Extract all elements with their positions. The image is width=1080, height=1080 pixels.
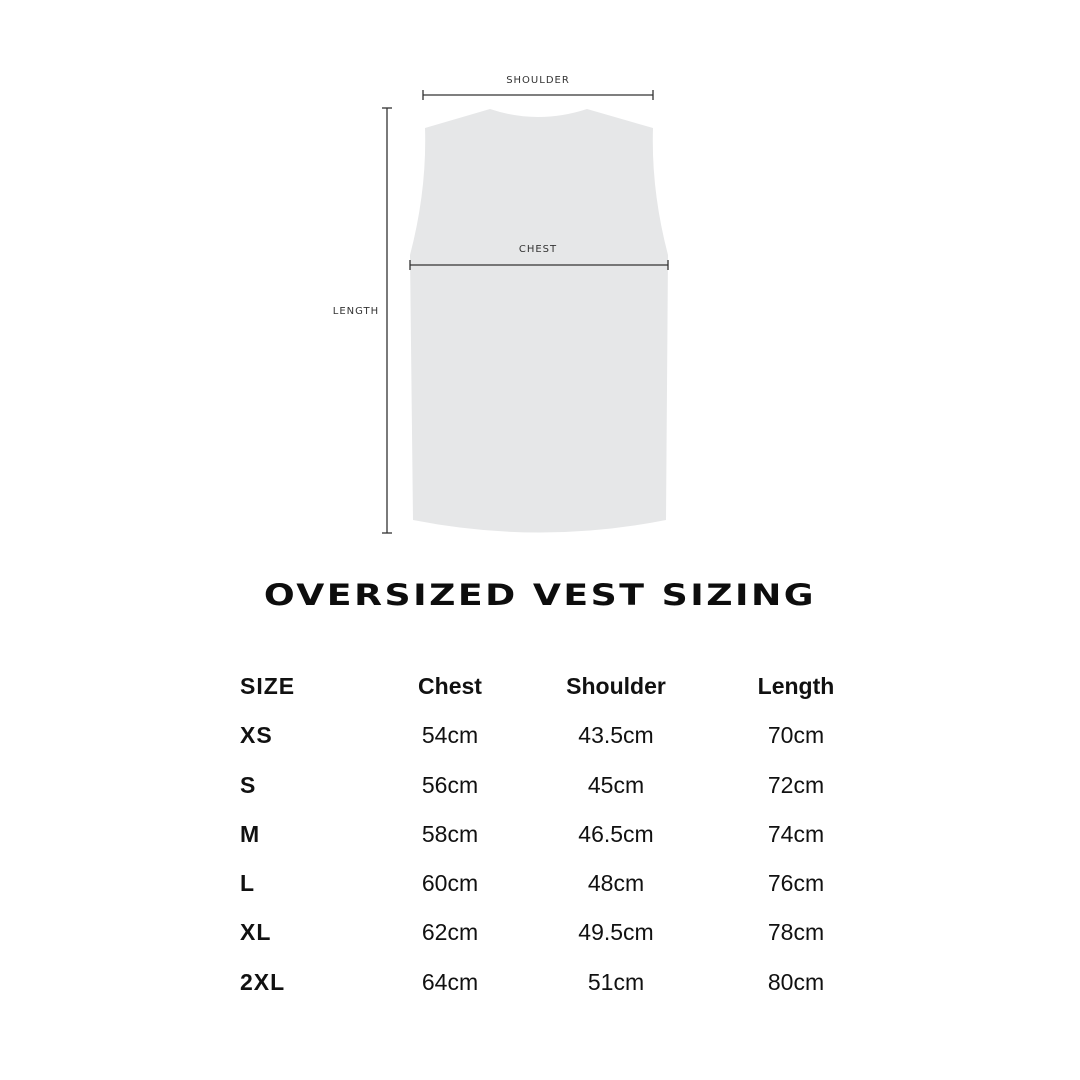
header-size: SIZE — [240, 673, 296, 699]
table-row: XL 62cm 49.5cm 78cm — [240, 908, 880, 957]
size-cell: XL — [240, 919, 272, 946]
table-row: XS 54cm 43.5cm 70cm — [240, 711, 880, 760]
page-title: OVERSIZED VEST SIZING — [263, 578, 817, 612]
table-row: M 58cm 46.5cm 74cm — [240, 810, 880, 859]
size-cell: M — [240, 820, 261, 847]
table-row: L 60cm 48cm 76cm — [240, 859, 880, 908]
table-header-row: SIZE Chest Shoulder Length — [240, 662, 880, 711]
size-cell: XS — [240, 722, 273, 749]
length-dimension — [382, 108, 392, 533]
length-label: LENGTH — [332, 306, 380, 317]
table-row: S 56cm 45cm 72cm — [240, 761, 880, 810]
size-cell: L — [240, 870, 256, 897]
vest-silhouette — [410, 109, 668, 533]
shoulder-label: SHOULDER — [506, 75, 570, 86]
size-cell: S — [240, 771, 257, 798]
size-table — [240, 662, 880, 1007]
chest-label: CHEST — [518, 244, 558, 255]
size-cell: 2XL — [240, 968, 286, 995]
shoulder-dimension — [423, 90, 653, 100]
table-row: 2XL 64cm 51cm 80cm — [240, 958, 880, 1007]
